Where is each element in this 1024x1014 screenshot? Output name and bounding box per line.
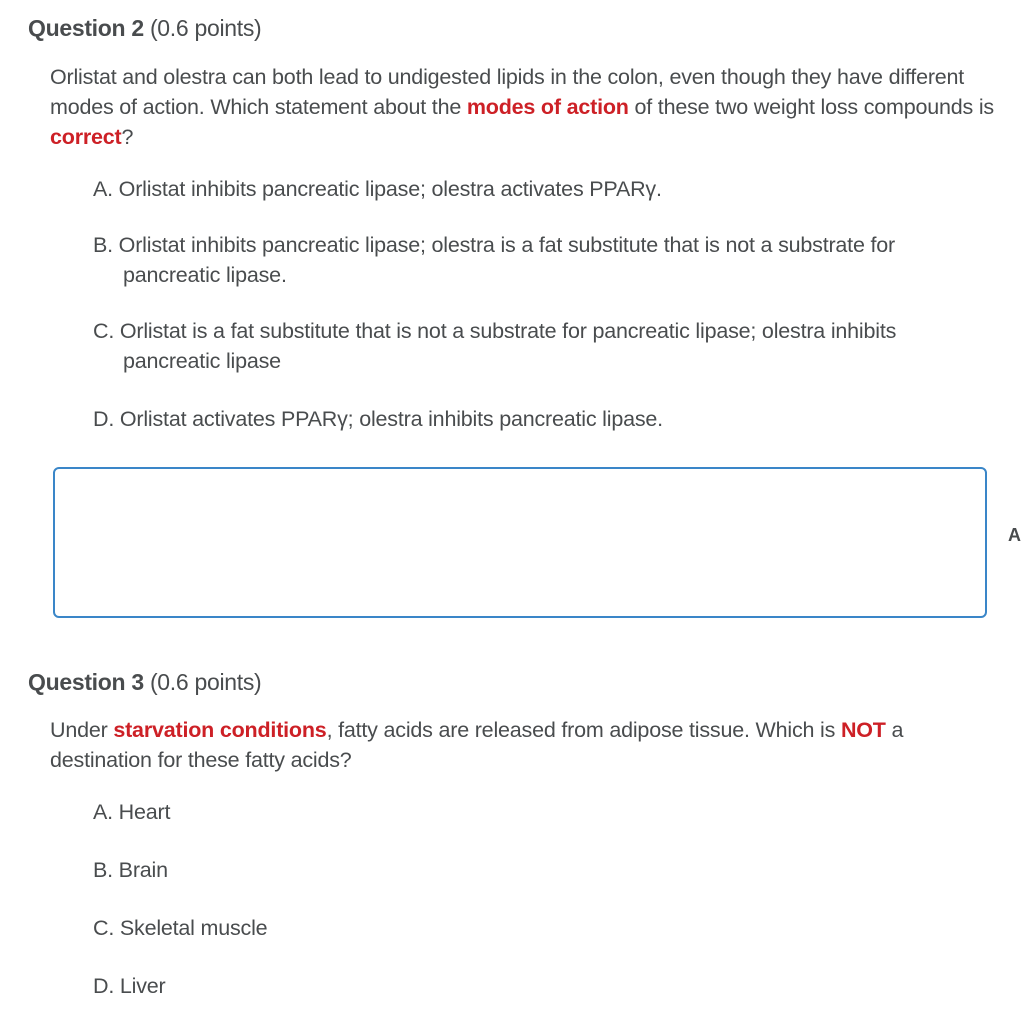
option-text: A. Heart [93, 800, 171, 824]
option-text: B. Orlistat inhibits pancreatic lipase; olestra is a fat substitute that is not a substrate for pancreatic lipase. [93, 233, 895, 287]
stem-part: Orlistat and olestra can both lead to undigested lipids in the colon, even though they have different modes of action. Which statement about the [50, 65, 965, 119]
stem-highlight: modes of action [466, 95, 629, 119]
answer-input-box[interactable] [53, 467, 987, 618]
question-2-stem [50, 62, 1000, 152]
question-3-option-d[interactable] [93, 971, 993, 1001]
option-text: C. Orlistat is a fat substitute that is not a substrate for pancreatic lipase; olestra inhibits pancreatic lipase [93, 319, 897, 373]
question-2-option-d[interactable] [93, 404, 993, 434]
question-3-header [28, 669, 261, 696]
question-2-option-a[interactable] [93, 174, 993, 204]
text-size-glyph: A [1008, 527, 1021, 545]
question-2-option-c[interactable] [93, 316, 993, 376]
option-text: D. Orlistat activates PPARγ; olestra inhibits pancreatic lipase. [93, 407, 663, 431]
question-2-title: Question 2 [28, 15, 144, 41]
stem-highlight: NOT [840, 718, 886, 742]
question-3-option-b[interactable] [93, 855, 993, 885]
stem-highlight: starvation conditions [113, 718, 327, 742]
option-text: B. Brain [93, 858, 168, 882]
option-text: C. Skeletal muscle [93, 916, 268, 940]
question-3-title: Question 3 [28, 669, 144, 695]
option-text: D. Liver [93, 974, 166, 998]
question-3-points: (0.6 points) [143, 669, 262, 695]
option-text: A. Orlistat inhibits pancreatic lipase; olestra activates PPARγ. [93, 177, 662, 201]
stem-part: , fatty acids are released from adipose tissue. Which is [326, 718, 841, 742]
question-3-option-a[interactable] [93, 797, 993, 827]
stem-part: a destination for these fatty acids? [50, 718, 904, 772]
question-2-header [28, 15, 261, 42]
question-3-option-c[interactable] [93, 913, 993, 943]
stem-part: of these two weight loss compounds is [628, 95, 994, 119]
question-2-option-b[interactable] [93, 230, 993, 290]
stem-part: Under [50, 718, 114, 742]
stem-part: ? [121, 125, 134, 149]
stem-highlight: correct [50, 125, 122, 149]
question-2-points: (0.6 points) [143, 15, 262, 41]
text-size-icon[interactable] [1008, 527, 1024, 557]
question-3-stem [50, 715, 970, 775]
